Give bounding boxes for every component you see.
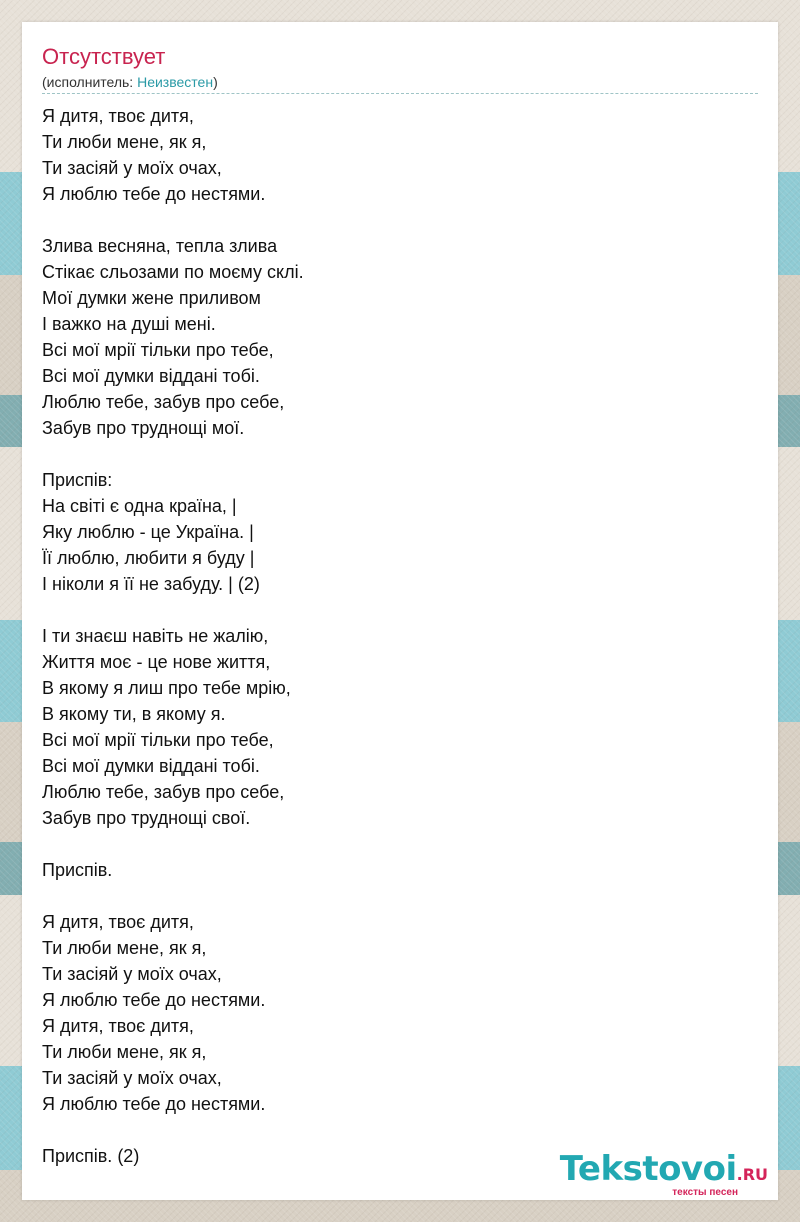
lyric-line: Я люблю тебе до нестями. [42, 184, 266, 204]
lyric-line: На світі є одна країна, | [42, 496, 237, 516]
lyric-line: Я люблю тебе до нестями. [42, 990, 266, 1010]
lyric-line: Життя моє - це нове життя, [42, 652, 271, 672]
lyric-line: Я дитя, твоє дитя, [42, 912, 194, 932]
artist-prefix: (исполнитель: [42, 74, 138, 90]
lyric-line [42, 1117, 304, 1143]
lyric-line: Ти засіяй у моїх очах, [42, 1068, 222, 1088]
artist-line [42, 73, 218, 91]
logo-name: Tekstovoi [559, 1149, 737, 1189]
lyric-line: Забув про труднощі мої. [42, 418, 245, 438]
lyric-line: Всі мої думки віддані тобі. [42, 756, 260, 776]
lyric-line: Мої думки жене приливом [42, 288, 261, 308]
lyric-line: Стікає сльозами по моєму склі. [42, 262, 304, 282]
lyric-line [42, 597, 304, 623]
artist-suffix: ) [213, 74, 218, 90]
lyric-line: Всі мої мрії тільки про тебе, [42, 340, 274, 360]
lyric-line: Яку люблю - це Україна. | [42, 522, 254, 542]
site-logo[interactable] [560, 1151, 768, 1198]
lyric-line [42, 831, 304, 857]
lyric-line: Люблю тебе, забув про себе, [42, 392, 285, 412]
lyric-line: В якому я лиш про тебе мрію, [42, 678, 291, 698]
lyric-line: Всі мої мрії тільки про тебе, [42, 730, 274, 750]
lyric-line: Приспів. (2) [42, 1146, 140, 1166]
logo-domain: .RU [736, 1165, 768, 1184]
lyric-line [42, 207, 304, 233]
logo-tagline: тексты песен [672, 1187, 738, 1198]
lyric-line: Приспів. [42, 860, 113, 880]
lyric-line: Її люблю, любити я буду | [42, 548, 255, 568]
lyric-line: Ти засіяй у моїх очах, [42, 158, 222, 178]
title-divider [42, 93, 758, 94]
lyric-line [42, 883, 304, 909]
lyric-line: Я дитя, твоє дитя, [42, 106, 194, 126]
lyric-line: І ти знаєш навіть не жалію, [42, 626, 269, 646]
artist-link[interactable]: Неизвестен [137, 74, 214, 90]
lyric-line: Я люблю тебе до нестями. [42, 1094, 266, 1114]
lyric-line: Приспів: [42, 470, 113, 490]
lyric-line: Люблю тебе, забув про себе, [42, 782, 285, 802]
lyric-line: Ти засіяй у моїх очах, [42, 964, 222, 984]
lyric-line: І ніколи я її не забуду. | (2) [42, 574, 260, 594]
lyric-line: Ти люби мене, як я, [42, 938, 207, 958]
lyric-line: Ти люби мене, як я, [42, 1042, 207, 1062]
lyric-line [42, 441, 304, 467]
lyric-line: І важко на душі мені. [42, 314, 216, 334]
lyrics-text [42, 103, 304, 1169]
lyric-line: Забув про труднощі свої. [42, 808, 251, 828]
lyric-line: Всі мої думки віддані тобі. [42, 366, 260, 386]
lyrics-card [22, 22, 778, 1200]
lyric-line: Я дитя, твоє дитя, [42, 1016, 194, 1036]
lyric-line: Злива весняна, тепла злива [42, 236, 278, 256]
lyric-line: Ти люби мене, як я, [42, 132, 207, 152]
lyric-line: В якому ти, в якому я. [42, 704, 226, 724]
song-title: Отсутствует [42, 44, 166, 69]
